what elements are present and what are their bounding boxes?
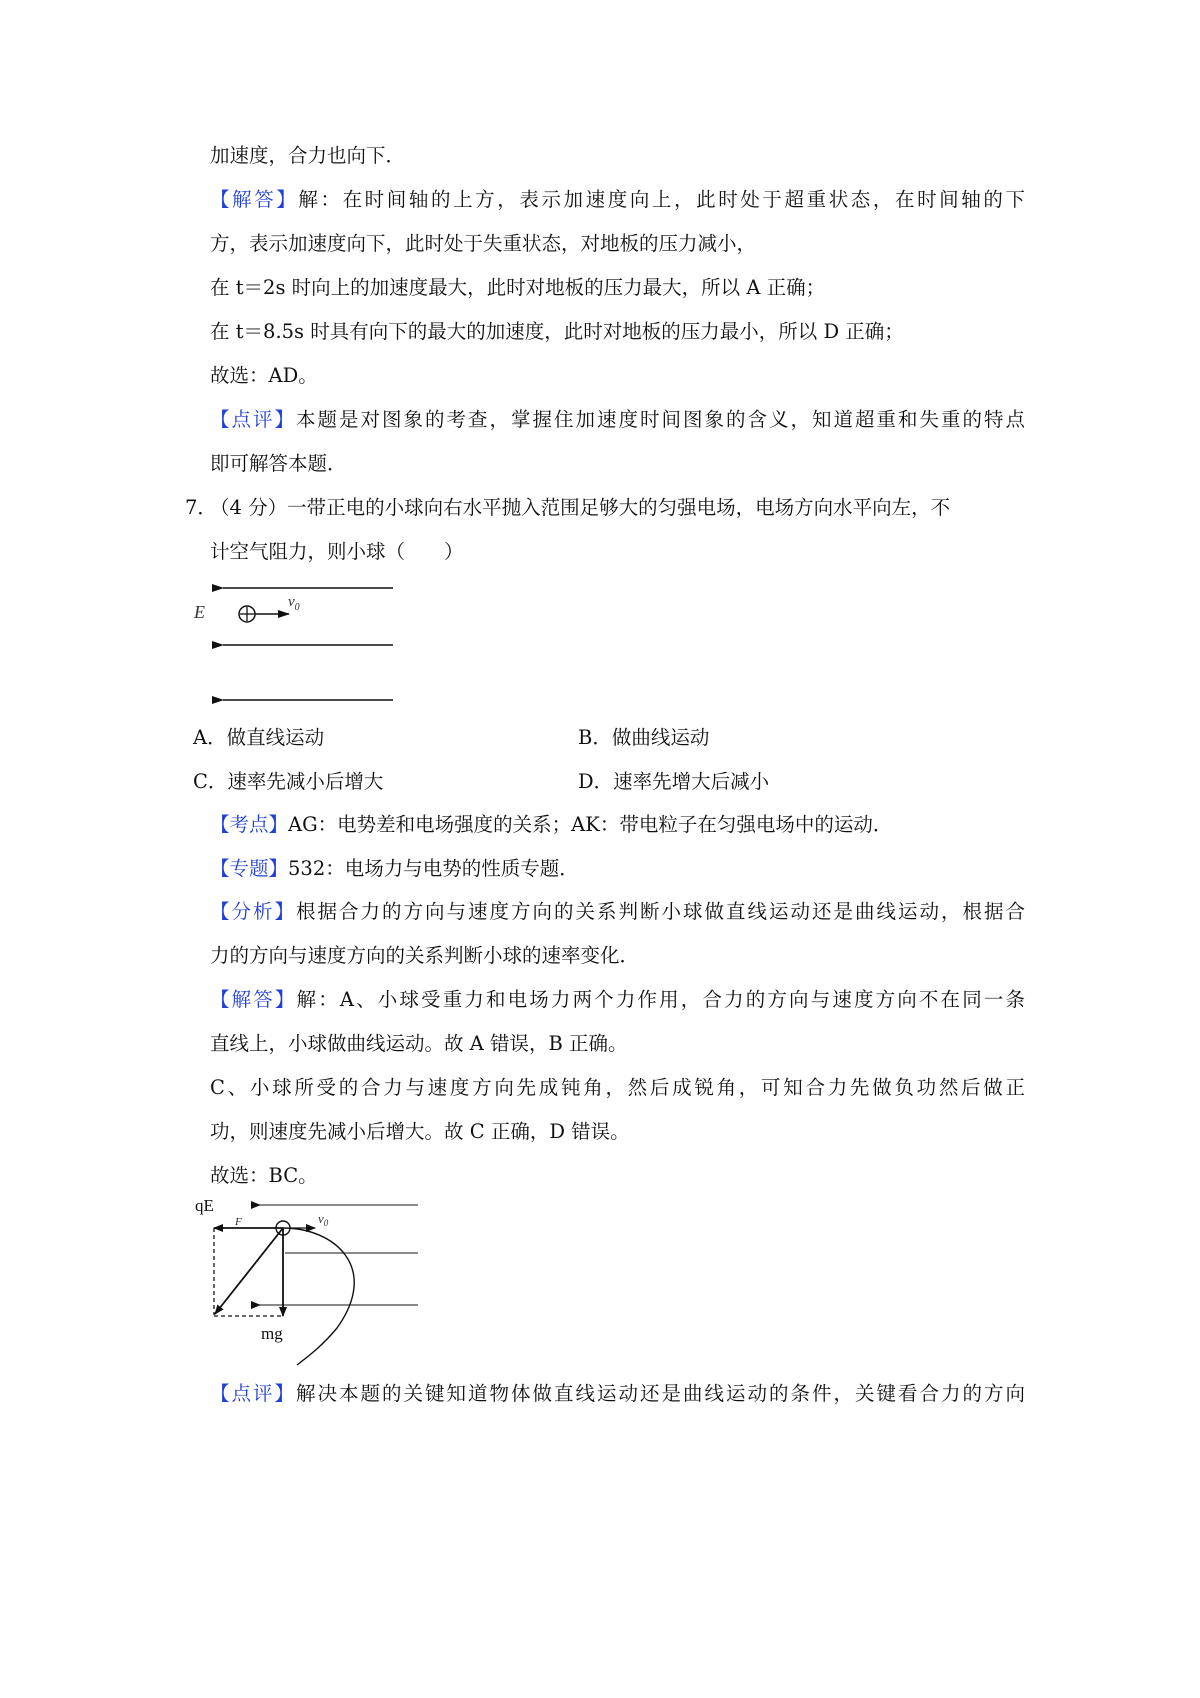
charged-ball	[239, 606, 255, 622]
kaodian-line	[210, 815, 1025, 835]
jieda-line1	[210, 990, 1025, 1010]
dianping-line	[210, 1384, 1025, 1404]
zhuanti-tag: 【专题】	[210, 857, 289, 880]
answer-q6-line3: 在 t＝2s 时向上的加速度最大，此时对地板的压力最大，所以 A 正确；	[210, 276, 826, 299]
jieda-line4: 功，则速度先减小后增大。故 C 正确，D 错误。	[210, 1120, 630, 1143]
jieda-line3: C、小球所受的合力与速度方向先成钝角，然后成锐角，可知合力先做负功然后做正	[210, 1076, 1025, 1099]
fenxi-line1	[210, 902, 1025, 922]
mg-label: mg	[261, 1324, 283, 1343]
resultant-arrow	[215, 1228, 283, 1314]
answer-q6-line1	[210, 190, 1025, 210]
dianping-tag: 【点评】	[210, 1382, 296, 1405]
zhuanti-line	[210, 859, 1025, 879]
jieda-text: 解：A、小球受重力和电场力两个力作用，合力的方向与速度方向不在同一条	[296, 988, 1025, 1011]
fenxi-line2: 力的方向与速度方向的关系判断小球的速率变化．	[210, 944, 640, 967]
question-number: 7．	[185, 496, 217, 519]
option-d: D．速率先增大后减小	[578, 770, 770, 793]
answer-text: 解：在时间轴的上方，表示加速度向上，此时处于超重状态，在时间轴的下	[298, 188, 1025, 211]
comment-q6-line2: 即可解答本题．	[210, 452, 347, 475]
field-label-E: E	[194, 602, 205, 622]
comment-text: 本题是对图象的考查，掌握住加速度时间图象的含义，知道超重和失重的特点	[296, 408, 1025, 431]
answer-q6-line2: 方，表示加速度向下，此时处于失重状态，对地板的压力减小，	[210, 232, 757, 255]
zhuanti-text: 532：电场力与电势的性质专题．	[288, 857, 579, 880]
option-a: A．做直线运动	[193, 726, 325, 749]
comment-q6-line1	[210, 410, 1025, 430]
qE-label: qE	[195, 1196, 214, 1215]
carryover-line: 加速度，合力也向下．	[210, 144, 406, 167]
answer-q6-line4: 在 t＝8.5s 时具有向下的最大的加速度，此时对地板的压力最小，所以 D 正确；	[210, 320, 904, 343]
comment-tag: 【点评】	[210, 408, 296, 431]
option-c: C．速率先减小后增大	[193, 770, 384, 793]
dianping-text: 解决本题的关键知道物体做直线运动还是曲线运动的条件，关键看合力的方向	[296, 1382, 1025, 1405]
jieda-line2: 直线上，小球做曲线运动。故 A 错误，B 正确。	[210, 1032, 628, 1055]
kaodian-tag: 【考点】	[210, 813, 289, 836]
answer-q6-line5: 故选：AD。	[210, 364, 318, 387]
trajectory-curve	[283, 1228, 354, 1365]
force-diagram-figure	[185, 1193, 425, 1373]
velocity-label: $v_0$	[288, 594, 300, 613]
jieda-line5: 故选：BC。	[210, 1164, 318, 1187]
force-F-label: F	[235, 1216, 242, 1228]
question7-line2: 计空气阻力，则小球（ ）	[210, 540, 464, 563]
option-b: B．做曲线运动	[578, 726, 710, 749]
electric-field-figure	[194, 578, 410, 710]
kaodian-text: AG：电势差和电场强度的关系；AK：带电粒子在匀强电场中的运动．	[288, 813, 893, 836]
question7-line1	[185, 496, 1025, 519]
answer-tag: 【解答】	[210, 188, 299, 211]
fenxi-tag: 【分析】	[210, 900, 296, 923]
fenxi-text: 根据合力的方向与速度方向的关系判断小球做直线运动还是曲线运动，根据合	[296, 900, 1025, 923]
jieda-tag: 【解答】	[210, 988, 297, 1011]
question-stem-1: （4 分）一带正电的小球向右水平抛入范围足够大的匀强电场，电场方向水平向左，不	[210, 496, 951, 519]
velocity-label-2: $v_0$	[318, 1211, 329, 1228]
